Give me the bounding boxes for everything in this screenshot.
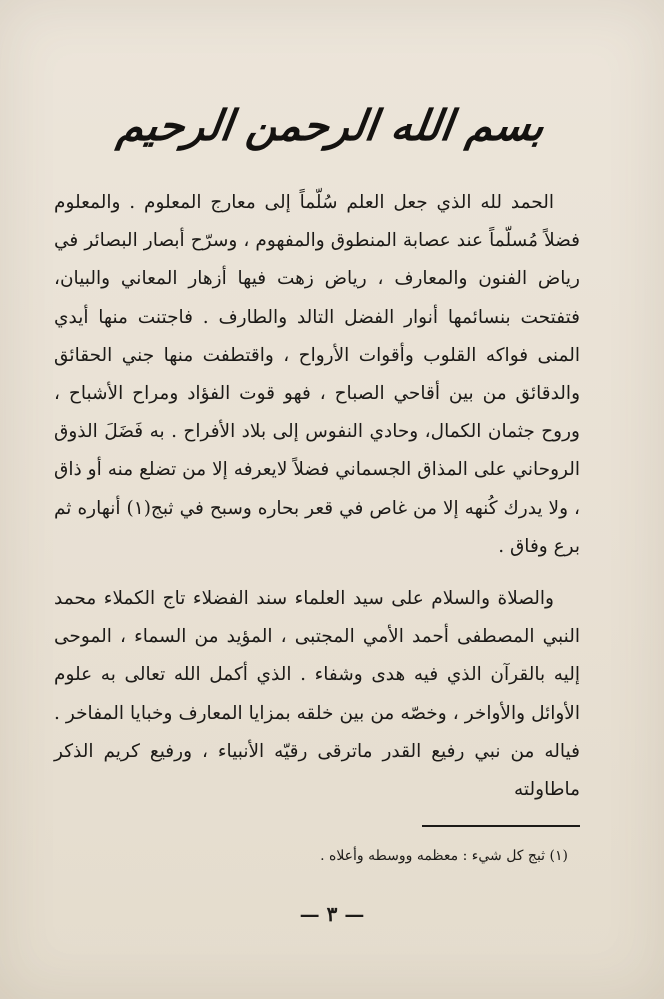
page-number: — ٣ — — [299, 902, 365, 926]
basmala-heading — [0, 82, 664, 172]
footnote-separator — [422, 825, 580, 827]
paragraph-salutation: والصلاة والسلام على سيد العلماء سند الفضلاء تاج الكملاء محمد النبي المصطفى أحمد الأمي المجتبى ، المؤيد من السماء ، الموحى إليه بالقرآن الذي فيه هدى وشفاء . الذي أكمل الله تعالى به علوم الأوائل والأواخر ، وخصّه من بين خلقه بمزايا المعارف وخبايا المفاخر . فياله من نبي رفيع القدر ماترقى رقيّه الأنبياء ، ورفيع كريم الذكر ماطاولته — [54, 588, 580, 801]
basmala-text: بسم الله الرحمن الرحيم — [114, 101, 548, 150]
footnote: (١) ثبج كل شيء : معظمه ووسطه وأعلاه . — [320, 848, 568, 864]
paragraph-intro: الحمد لله الذي جعل العلم سُلّماً إلى معارج المعلوم . والمعلوم فضلاً مُسلّماً عند عصابة المنطوق والمفهوم ، وسرّح أبصار البصائر في رياض الفنون والمعارف ، رياض زهت فيها أزهار المعاني والبيان، فتفتحت بنسائمها أنوار الفضل التالد والطارف . فاجتنت منها أيدي المنى فواكه القلوب وأقوات الأرواح ، واقتطفت منها جني الحقائق والدقائق من بين أقاحي الصباح ، فهو قوت الفؤاد ومراح الأشباح ، وروح جثمان الكمال، وحادي النفوس إلى بلاد الأفراح . به فَضَلَ الذوق الروحاني على المذاق الجسماني فضلاً لايعرفه إلا من تضلع منه أو ذاق ، ولا يدرك كُنهه إلا من غاص في قعر بحاره وسبح في ثبج(١) أنهاره ثم برع وفاق . — [54, 192, 580, 557]
main-text — [54, 184, 580, 809]
